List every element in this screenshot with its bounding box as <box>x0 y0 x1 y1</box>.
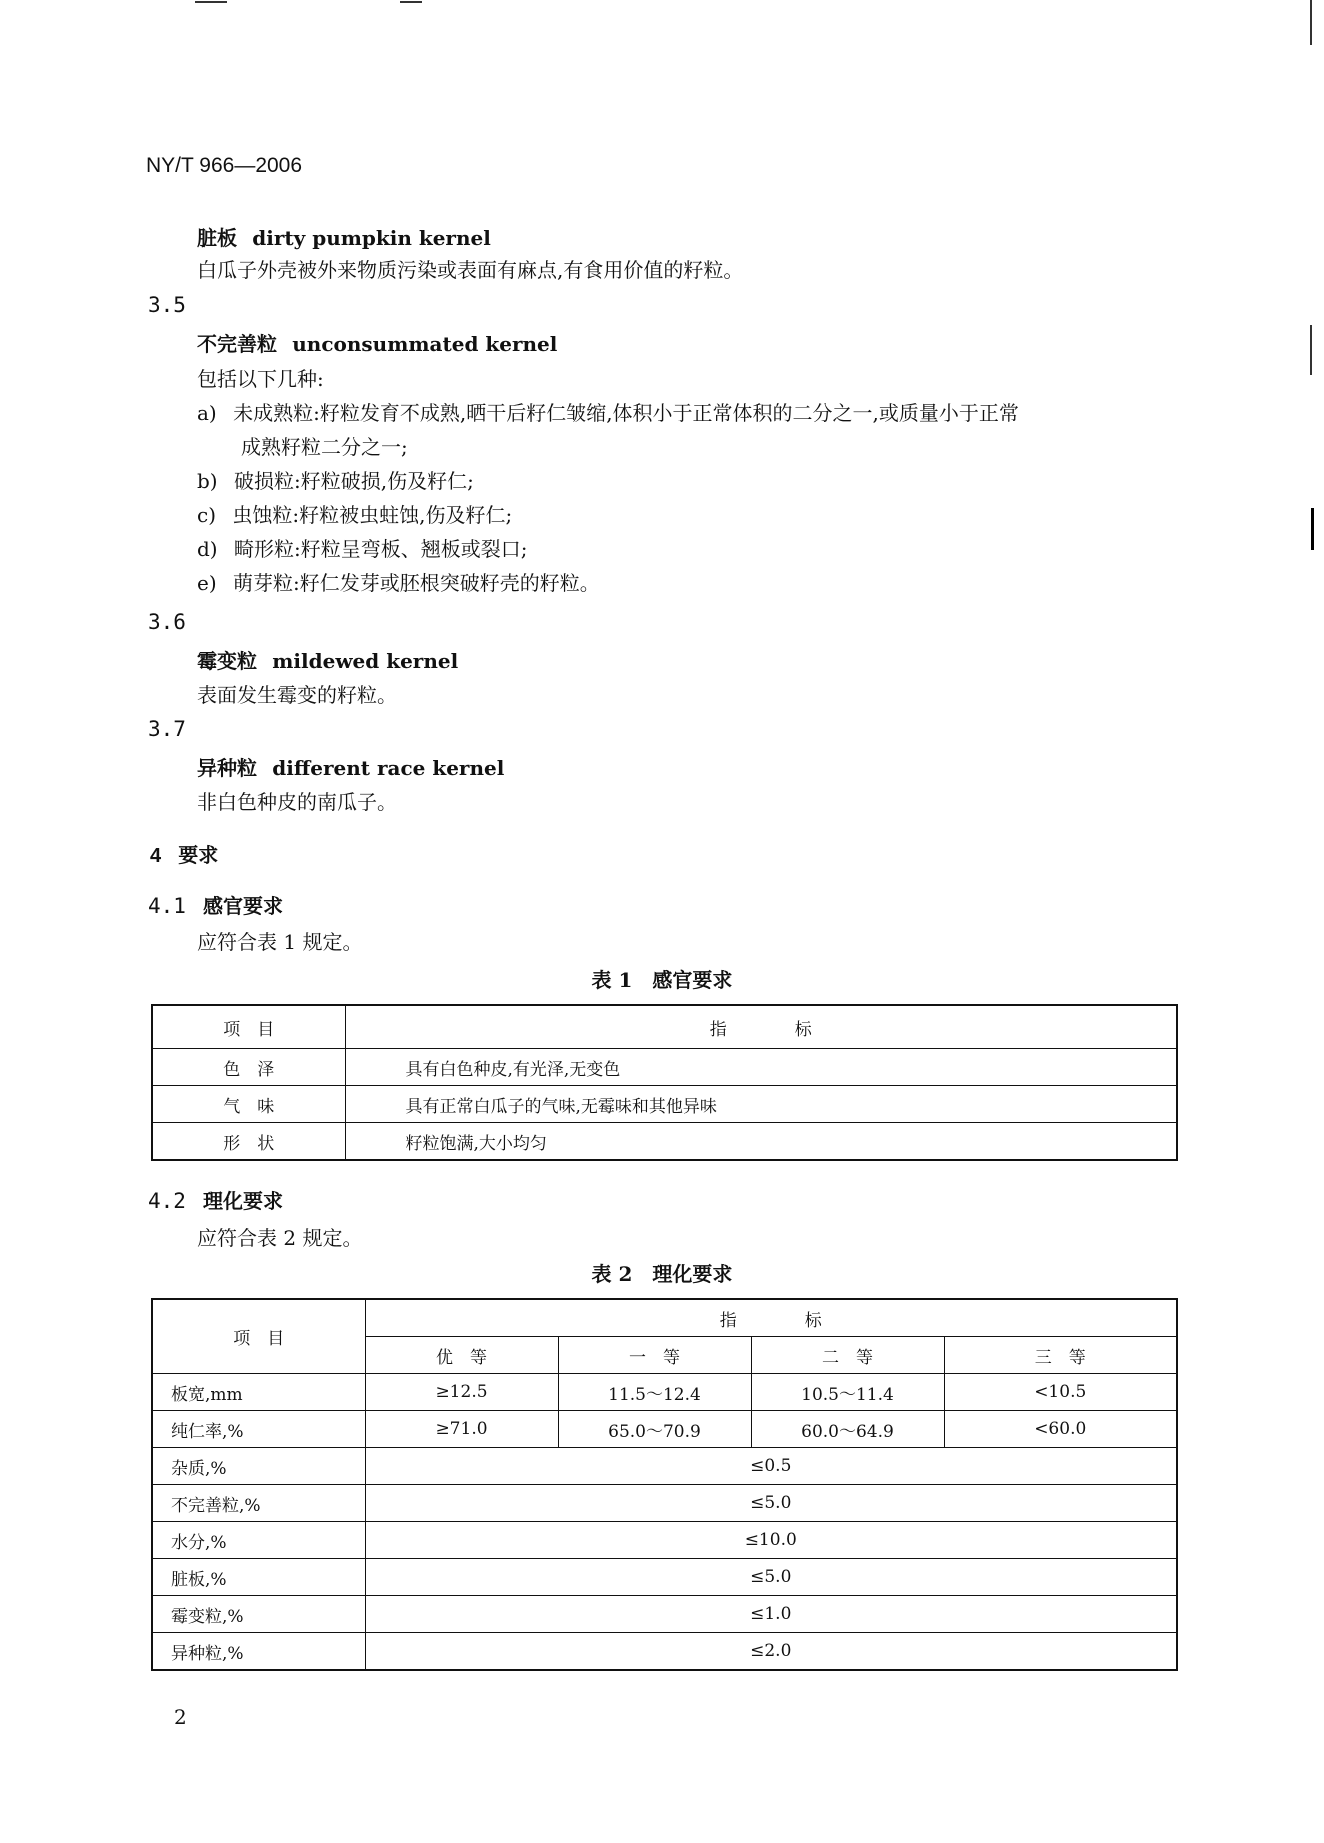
grade-cell: 优 等 <box>365 1337 558 1374</box>
value-cell: ≥12.5 <box>365 1374 558 1411</box>
list-marker: c) <box>197 503 217 527</box>
table-header-row <box>152 1005 1177 1049</box>
value-cell: 籽粒饱满,大小均匀 <box>345 1123 1177 1161</box>
list-item-a <box>197 397 1019 426</box>
section-number: 4.2 <box>148 1189 186 1213</box>
term-en: unconsummated kernel <box>292 332 558 356</box>
list-text: 萌芽粒:籽仁发芽或胚根突破籽壳的籽粒。 <box>233 571 600 595</box>
item-cell: 形 状 <box>152 1123 345 1161</box>
value-cell: 10.5～11.4 <box>751 1374 944 1411</box>
table-header-row <box>152 1299 1177 1337</box>
header-cell: 项 目 <box>152 1005 345 1049</box>
list-item-e <box>197 567 600 596</box>
table-row <box>152 1123 1177 1161</box>
list-text: 虫蚀粒:籽粒被虫蛀蚀,伤及籽仁; <box>232 503 513 527</box>
scan-artifact <box>1311 508 1314 550</box>
list-text: 破损粒:籽粒破损,伤及籽仁; <box>233 469 474 493</box>
item-cell: 杂质,% <box>152 1448 365 1485</box>
list-text: 未成熟粒:籽粒发育不成熟,晒干后籽仁皱缩,体积小于正常体积的二分之一,或质量小于正常 <box>233 401 1019 425</box>
section-text: 应符合表 2 规定。 <box>197 1226 363 1250</box>
term-en: different race kernel <box>272 756 505 780</box>
section-4-heading <box>150 839 218 868</box>
header-cell: 项 目 <box>152 1299 365 1374</box>
value-cell: ≤5.0 <box>365 1559 1177 1596</box>
header-cell: 指 标 <box>365 1299 1177 1337</box>
value-cell: 11.5～12.4 <box>558 1374 751 1411</box>
item-cell: 异种粒,% <box>152 1633 365 1671</box>
term-3-5 <box>197 328 557 357</box>
item-cell: 不完善粒,% <box>152 1485 365 1522</box>
scan-artifact <box>195 1 227 3</box>
section-title: 理化要求 <box>203 1189 284 1213</box>
item-cell: 色 泽 <box>152 1049 345 1086</box>
scan-artifact <box>1310 0 1312 45</box>
table-row <box>152 1522 1177 1559</box>
section-number: 4 <box>150 845 162 867</box>
section-title: 感官要求 <box>203 894 284 918</box>
item-cell: 水分,% <box>152 1522 365 1559</box>
table-2-caption: 表 2 理化要求 <box>591 1262 733 1286</box>
value-cell: 具有白色种皮,有光泽,无变色 <box>345 1049 1177 1086</box>
table-row <box>152 1049 1177 1086</box>
grade-cell: 三 等 <box>944 1337 1177 1374</box>
table-1-caption: 表 1 感官要求 <box>591 968 733 992</box>
list-marker: a) <box>197 401 217 425</box>
item-cell: 霉变粒,% <box>152 1596 365 1633</box>
term-definition: 白瓜子外壳被外来物质污染或表面有麻点,有食用价值的籽粒。 <box>197 258 744 282</box>
value-cell: ≥71.0 <box>365 1411 558 1448</box>
table-row <box>152 1485 1177 1522</box>
list-item-c <box>197 499 512 528</box>
table-row <box>152 1596 1177 1633</box>
scan-artifact <box>400 1 422 3</box>
value-cell: ≤10.0 <box>365 1522 1177 1559</box>
section-text: 应符合表 1 规定。 <box>197 930 363 954</box>
list-item-a-cont: 成熟籽粒二分之一; <box>241 435 408 459</box>
value-cell: ≤5.0 <box>365 1485 1177 1522</box>
table-1 <box>151 1004 1178 1161</box>
term-en: mildewed kernel <box>272 649 459 673</box>
term-en: dirty pumpkin kernel <box>252 226 491 250</box>
term-zh: 异种粒 <box>197 756 257 780</box>
value-cell: <10.5 <box>944 1374 1177 1411</box>
list-item-b <box>197 465 474 494</box>
item-cell: 纯仁率,% <box>152 1411 365 1448</box>
page-number: 2 <box>174 1705 187 1729</box>
term-3-6 <box>197 645 458 674</box>
term-3-7 <box>197 752 504 781</box>
term-zh: 霉变粒 <box>197 649 257 673</box>
table-row <box>152 1086 1177 1123</box>
table-row <box>152 1448 1177 1485</box>
item-cell: 气 味 <box>152 1086 345 1123</box>
section-4-2-heading <box>148 1185 283 1214</box>
term-zh: 脏板 <box>197 226 237 250</box>
grade-cell: 二 等 <box>751 1337 944 1374</box>
section-number: 3.6 <box>148 610 186 634</box>
value-cell: 60.0～64.9 <box>751 1411 944 1448</box>
item-cell: 脏板,% <box>152 1559 365 1596</box>
term-zh: 不完善粒 <box>197 332 277 356</box>
value-cell: ≤0.5 <box>365 1448 1177 1485</box>
term-definition: 包括以下几种: <box>197 367 324 391</box>
value-cell: <60.0 <box>944 1411 1177 1448</box>
term-definition: 表面发生霉变的籽粒。 <box>197 683 397 707</box>
section-4-1-heading <box>148 890 283 919</box>
value-cell: 具有正常白瓜子的气味,无霉味和其他异味 <box>345 1086 1177 1123</box>
table-row <box>152 1411 1177 1448</box>
value-cell: ≤1.0 <box>365 1596 1177 1633</box>
term-definition: 非白色种皮的南瓜子。 <box>197 790 397 814</box>
value-cell: ≤2.0 <box>365 1633 1177 1671</box>
list-text: 畸形粒:籽粒呈弯板、翘板或裂口; <box>233 537 528 561</box>
header-cell: 指 标 <box>345 1005 1177 1049</box>
document-header: NY/T 966—2006 <box>146 154 303 177</box>
value-cell: 65.0～70.9 <box>558 1411 751 1448</box>
item-cell: 板宽,mm <box>152 1374 365 1411</box>
scan-artifact <box>1310 325 1312 375</box>
list-item-d <box>197 533 527 562</box>
list-marker: d) <box>197 537 218 561</box>
list-marker: b) <box>197 469 218 493</box>
grade-cell: 一 等 <box>558 1337 751 1374</box>
section-number: 3.5 <box>148 293 186 317</box>
table-row <box>152 1374 1177 1411</box>
section-number: 3.7 <box>148 717 186 741</box>
table-row <box>152 1559 1177 1596</box>
table-row <box>152 1633 1177 1671</box>
list-marker: e) <box>197 571 217 595</box>
term-3-4 <box>197 222 491 251</box>
section-number: 4.1 <box>148 894 186 918</box>
table-2 <box>151 1298 1178 1671</box>
section-title: 要求 <box>178 843 219 867</box>
